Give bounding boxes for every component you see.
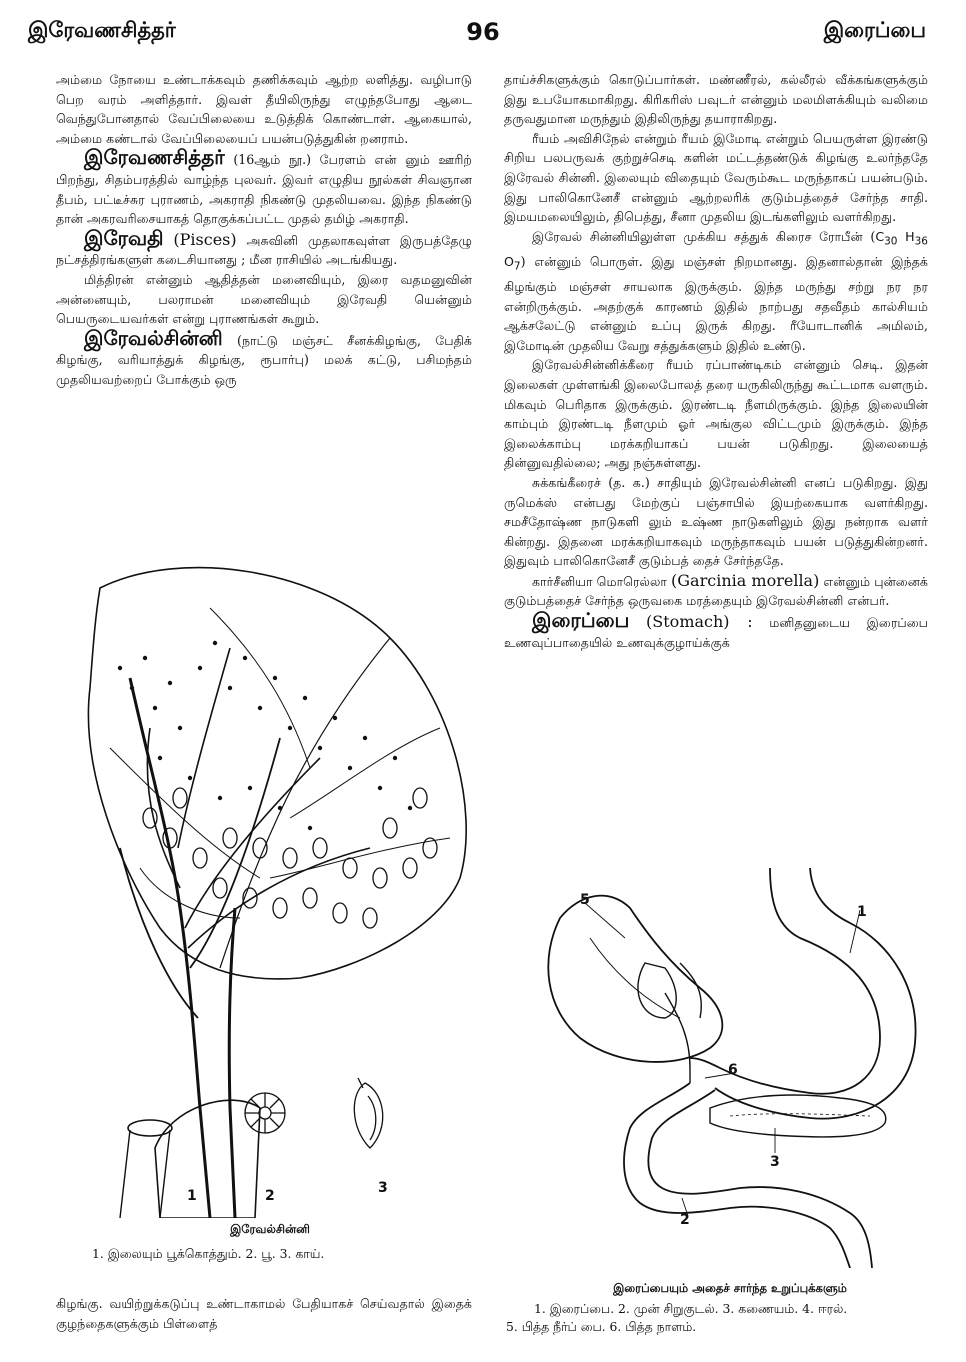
figure-caption-text: 1. இலையும் பூக்கொத்தும். 2. பூ. 3. காய்.: [92, 1246, 325, 1261]
element-symbol: C: [875, 228, 885, 244]
subscript: 7: [513, 260, 521, 273]
figure-caption-title: இரேவல்சின்னி: [230, 1222, 310, 1236]
paragraph-formula: [504, 227, 928, 356]
subscript: 36: [914, 235, 928, 248]
entry-body: (16ஆம் நூ.) பேரளம் என் னும் ஊரிற் பிறந்து, சிதம்பரத்தில் வாழ்ந்த புலவர். இவர் எழுதிய நூல்கள் சிவஞான தீபம், பட்டீச்சுர புராணம், அகராதி நிகண்டு முதலியவை. இந்த நிகண்டு தான் அகரவரிசையாகத் தொகுக்கப்பட்ட முதல் தமிழ் அகராதி.: [56, 152, 472, 227]
entry-english-term: (Stomach) :: [646, 612, 753, 632]
entry-body: மனிதனுடைய இரைப்பை உணவுப்பாதையில் உணவுக்குழாய்க்குக்: [504, 615, 928, 650]
paragraph: சுக்கங்கீரைச் (த. க.) சாதியும் இரேவல்சின்னி எனப் படுகிறது. இது ருமெக்ஸ் என்பது மேற்குப் பஞ்சாபில் இயற்கையாக வளர்கிறது. சமசீதோஷ்ண நாடுகளி லும் உஷ்ண நாடுகளிலும் இது நன்றாக வளர் கின்றது. இதனை மரக்கறியாகவும் மருந்தாகவும் பயன் படுத்துகின்றனர். இதுவும் பாலிகொனேசீ குடும்பத் தைச் சேர்ந்ததே.: [504, 474, 928, 569]
entry-revanasiddhar: [56, 145, 472, 228]
paragraph: தாய்ச்சிகளுக்கும் கொடுப்பார்கள். மண்ணீரல், கல்லீரல் வீக்கங்களுக்கும் இது உபயோகமாகிறது. கிரிகரிஸ் பவுடர் என்னும் மலமிளக்கியும் வலிமை தருவதுமான மருந்தும் இதிலிருந்து தயாராகிறது.: [504, 72, 928, 127]
figure-label: 3: [770, 1154, 780, 1170]
running-head-left: இரேவணசித்தர்: [28, 18, 176, 42]
left-column: [56, 70, 472, 390]
page-number: 96: [466, 18, 500, 46]
entry-english-term: (Pisces): [173, 229, 237, 249]
figure-label: 1: [857, 904, 867, 920]
entry-heading: இரேவதி: [84, 225, 164, 250]
entry-heading: இரேவணசித்தர்: [84, 145, 225, 170]
figure-label: 1: [187, 1188, 197, 1204]
scientific-name: (Garcinia morella): [671, 570, 820, 590]
entry-revalchinni: [56, 325, 472, 390]
stomach-drawing: [530, 868, 950, 1268]
subscript: 30: [884, 235, 898, 248]
entry-body: அசுவினி முதலாகவுள்ள இருபத்தேழு நட்சத்திரங்களுள் கடைசியானது ; மீன ராசியில் அடங்கியது.: [56, 232, 472, 268]
entry-heading: இரேவல்சின்னி: [84, 325, 223, 350]
entry-revathi: [56, 225, 472, 270]
element-symbol: O: [504, 253, 514, 269]
figure-caption-title: இரைப்பையும் அதைச் சார்ந்த உறுப்புக்களும்: [613, 1281, 847, 1295]
entry-heading: இரைப்பை: [532, 608, 630, 633]
element-symbol: H: [905, 228, 915, 244]
figure-label: 6: [728, 1062, 738, 1078]
paragraph: மித்திரன் என்னும் ஆதித்தன் மனைவியும், இரை வதமனுவின் அன்னையும், பலராமன் மனைவியும் இரேவதி யென்னும் பெயருடையவர்கள் என்று புராணங்கள் கூறும்.: [56, 271, 472, 327]
left-column-continued: கிழங்கு. வயிற்றுக்கடுப்பு உண்டாகாமல் பேதியாகச் செய்வதால் இதைக் குழந்தைகளுக்கும் பிள்ளைத்: [56, 1296, 472, 1331]
stomach-illustration: [530, 868, 950, 1268]
text-run: கார்சீனியா மொரெல்லா: [532, 573, 667, 589]
right-column: [504, 70, 928, 652]
rhubarb-illustration: [60, 548, 500, 1218]
figure-label: 5: [580, 892, 590, 908]
text-run: இரேவல் சின்னியிலுள்ள முக்கிய சத்துக் கிரைச ரோபீன் (: [532, 228, 876, 244]
entry-body: (நாட்டு மஞ்சட் சீனக்கிழங்கு, பேதிக் கிழங்கு, வரியாத்துக் கிழங்கு, ரூபார்பு) மலக் கட்டு, பசிமந்தம் முதலியவற்றைப் போக்கும் ஒரு: [56, 332, 472, 387]
paragraph: அம்மை நோயை உண்டாக்கவும் தணிக்கவும் ஆற்ற லளித்து. வழிபாடு பெற வரம் அளித்தார். இவள் தீயிலிருந்து எழுந்தபோது ஆடை வெந்துபோனதால் வேப்பிலையை உடுத்திக் கொண்டாள். ஆகையால், அம்மை கண்டால் வேப்பிலையைப் பயன்படுத்துகின் றனராம்.: [56, 72, 472, 146]
entry-stomach: [504, 608, 928, 652]
paragraph: இரேவல்சின்னிக்கீரை ரீயம் ரப்பாண்டிகம் என்னும் செடி. இதன் இலைகள் முள்ளங்கி இலைபோலத் தரை யருகிலிருந்து கூட்டமாக வளரும். மிகவும் பெரிதாக இருக்கும். இரண்டடி நீளமிருக்கும். இந்த இலையின் காம்பும் இரண்டடி நீளமும் ஓர் அங்குல விட்டமும் இருக்கும். இந்த இலைக்காம்பு மரக்கறியாகப் பயன் படுகிறது. இலையைத் தின்னுவதில்லை; அது நஞ்சுள்ளது.: [504, 357, 928, 471]
running-head-right: இரைப்பை: [823, 18, 926, 42]
text-run: ) என்னும் பொருள். இது மஞ்சள் நிறமானது. இதனால்தான் இந்தக் கிழங்கும் மஞ்சள் சாயலாக இருக்கும். இந்த மருந்து சற்று நர நர என்றிருக்கும். அதற்குக் காரணம் இதில் நாற்பது சதவீதம் கால்சியம் ஆக்சலேட்டு என்னும் உப்பு இருக் கிறது. ரீயோடானிக் அமிலம், இமோடின் முதலிய வேறு சத்துக்களும் இதில் உண்டு.: [504, 253, 928, 353]
paragraph: ரீயம் அவிசிநேல் என்றும் ரீயம் இமோடி என்றும் பெயருள்ள இரண்டு சிறிய பலபருவக் குற்றுச்செடி களின் மட்டத்தண்டுக் கிழங்கு உலர்ந்ததே இரேவல் சின்னி. இலையும் விதையும் வேரும்கூட மருந்தாகப் பயன்படும். இது பாலிகொனேசீ என்னும் ஆற்றலரிக் குடும்பத்தைச் சேர்ந்த சாதி. இமயமலையிலும், திபெத்து, சீனா முதலிய இடங்களிலும் வளர்கிறது.: [504, 130, 928, 225]
figure-caption-line: 1. இரைப்பை. 2. முன் சிறுகுடல். 3. கணையம். 4. ஈரல்.: [534, 1301, 848, 1316]
figure-label: 2: [680, 1212, 690, 1228]
plant-drawing: [60, 548, 500, 1218]
figure-caption-line: 5. பித்த நீர்ப் பை. 6. பித்த நாளம்.: [506, 1319, 697, 1334]
paragraph-garcinia: [504, 571, 928, 611]
text-run: என்னும் புன்னைக் குடும்பத்தைச் சேர்ந்த ஒருவகை மரத்தையும் இரேவல்சின்னி என்பர்.: [504, 573, 928, 609]
figure-label: 3: [378, 1180, 388, 1196]
figure-label: 2: [265, 1188, 275, 1204]
